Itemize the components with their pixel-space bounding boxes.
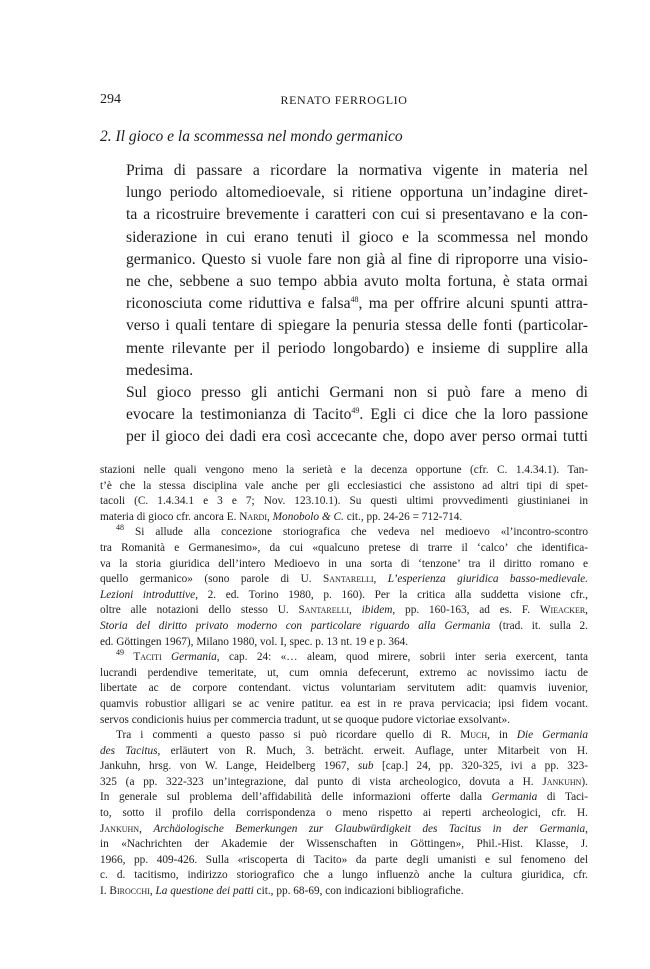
footnote-line: tra Romanità e Germanesimo», da cui «qualcuno pretese di trarre il ‘calco’ che identifica- bbox=[100, 541, 588, 554]
footnote-line: ed. Göttingen 1967), Milano 1980, vol. I, spec. p. 13 nt. 19 e p. 364. bbox=[100, 635, 409, 648]
work-title: Die Germania bbox=[516, 729, 588, 742]
footnote-line: lucrandi perdendive temeritate, ut, cum omnia defecerunt, extremo ac novissimo iactu de bbox=[100, 666, 588, 679]
page-number: 294 bbox=[100, 92, 121, 107]
text-segment: , ma per offrire alcuni spunti attra- bbox=[358, 295, 588, 313]
footnote-line bbox=[100, 525, 588, 541]
running-head: RENATO FERROGLIO bbox=[280, 93, 408, 107]
text-segment: Si allude alla concezione storiografica che vedeva nel medioevo «l’incontro-scontro bbox=[124, 526, 588, 539]
text-segment: , bbox=[373, 573, 388, 586]
text-line: mente rilevante per il periodo longobardo) e insieme di supplire alla bbox=[126, 339, 588, 357]
text-segment: , in bbox=[487, 729, 517, 742]
footnote-number: 48 bbox=[116, 523, 124, 533]
text-segment: , bbox=[585, 822, 588, 835]
footnotes bbox=[100, 463, 588, 900]
footnote-line: to, sotto il profilo della corrispondenza o meno rispetto ai reperti archeologici, cfr. H. bbox=[100, 807, 588, 820]
text-line: Prima di passare a ricordare la normativa vigente in materia nel bbox=[126, 162, 588, 179]
author-name: Jankuhn bbox=[542, 775, 582, 788]
text-segment: , pp. 160-163, ad es. F. bbox=[392, 604, 540, 617]
text-segment: , bbox=[149, 885, 156, 898]
text-line: lungo periodo altomedioevale, si ritiene opportuna un’indagine diret- bbox=[126, 184, 588, 202]
text-segment: materia di gioco cfr. ancora E. bbox=[100, 510, 240, 523]
work-title: Monobolo & C. bbox=[272, 510, 344, 523]
text-line: medesima. bbox=[126, 361, 194, 379]
text-segment: Tra i commenti a questo passo si può ricordare quello di R. bbox=[116, 729, 461, 742]
text-segment: , erläutert von R. Much, 3. beträcht. erweit. Auflage, unter Mitarbeit von H. bbox=[157, 744, 588, 757]
text-segment: I. bbox=[100, 885, 110, 898]
text-segment: ). bbox=[581, 775, 588, 788]
author-name: Santarelli bbox=[323, 573, 374, 586]
text-segment: In generale sul problema dell’affidabilità delle informazioni offerte dalla bbox=[100, 791, 492, 804]
text-segment: . Egli ci dice che la loro passione bbox=[359, 406, 588, 424]
footnote-line: servos condicionis huius per commercia tradunt, ut se quoque pudore victoriae exsolvant». bbox=[100, 713, 511, 726]
footnote-ref: 48 bbox=[350, 295, 359, 305]
text-segment bbox=[124, 651, 133, 663]
section-title: 2. Il gioco e la scommessa nel mondo germanico bbox=[100, 128, 403, 145]
text-line: Sul gioco presso gli antichi Germani non si può fare a meno di bbox=[126, 384, 588, 402]
text-segment: , bbox=[349, 604, 362, 617]
work-title: Archäologische Bemerkungen zur Glaubwürdigkeit des Tacitus in der Germania bbox=[153, 822, 586, 835]
paragraph bbox=[100, 160, 588, 382]
text-segment: , 2. ed. Torino 1980, p. 160). Per la critica alla suddetta visione cfr., bbox=[195, 588, 588, 601]
work-title: L’esperienza giuridica basso-medievale. bbox=[387, 573, 589, 586]
footnote-line: stazioni nelle quali vengono meno la serietà e la decenza opportune (cfr. C. 1.4.34.1). Tan- bbox=[100, 464, 588, 476]
footnote-ref: 49 bbox=[351, 406, 360, 416]
text-segment: (trad. it. sulla 2. bbox=[490, 619, 589, 632]
text-segment: [cap.] 24, pp. 320-325, ivi a pp. 323- bbox=[373, 760, 588, 773]
footnote-line bbox=[100, 619, 588, 635]
author-name: Much bbox=[460, 729, 488, 742]
author-name: Taciti bbox=[133, 651, 162, 664]
text-line: siderazione in cui erano tenuti il gioco e la scommessa nel mondo bbox=[126, 228, 588, 246]
author-name: Birocchi bbox=[109, 885, 150, 898]
text-line: verso i quali tentare di spiegare la penuria stessa delle fonti (particolar- bbox=[126, 317, 588, 335]
work-title: sub bbox=[357, 760, 374, 773]
text-segment: quello germanico» (sono parole di U. bbox=[100, 573, 323, 586]
work-title: Germania bbox=[170, 651, 217, 664]
footnote-line: c. d. tacitismo, indirizzo storiografico che a lungo influenzò anche la cultura giuridica, cfr. bbox=[100, 869, 588, 882]
work-title: ibidem bbox=[361, 604, 393, 617]
text-segment: , cap. 24: «… aleam, quod mirere, sobrii inter seria exercent, tanta bbox=[216, 651, 588, 664]
footnote-line bbox=[100, 884, 588, 900]
text-segment: cit., pp. 24-26 = 712-714. bbox=[343, 510, 463, 523]
text-line: ta a ricostruire brevemente i caratteri con cui si presentavano e la con- bbox=[126, 206, 588, 224]
author-name: Jankuhn bbox=[100, 822, 140, 835]
footnote-line: in «Nachrichten der Akademie der Wissenschaften in Göttingen», Phil.-Hist. Klasse, J. bbox=[100, 838, 588, 851]
text-segment: , bbox=[585, 604, 588, 617]
text-segment: di Taci- bbox=[537, 791, 588, 804]
paragraph bbox=[100, 382, 588, 449]
footnote-line: 1966, pp. 409-426. Sulla «riscoperta di Tacito» da parte degli umanisti e sul fenomeno del bbox=[100, 853, 588, 866]
text-line bbox=[100, 293, 588, 315]
text-segment: , bbox=[139, 822, 154, 835]
footnote-line bbox=[100, 790, 588, 806]
text-segment: Jankuhn, hrsg. von W. Lange, Heidelberg 1967, bbox=[100, 760, 358, 773]
author-name: Wieacker bbox=[539, 604, 586, 617]
footnote-line bbox=[100, 744, 588, 760]
footnote-line: t’è che la stessa disciplina vale anche per gli ecclesiastici che assistono ad altri tipi di spet- bbox=[100, 479, 588, 492]
page-header bbox=[100, 92, 588, 110]
work-title: Lezioni introduttive bbox=[100, 588, 196, 601]
work-title: Germania bbox=[491, 791, 538, 804]
text-segment: 325 (a pp. 322-323 un’integrazione, dal punto di vista archeologico, dovuta a H. bbox=[100, 775, 543, 788]
work-title: des Tacitus bbox=[100, 744, 158, 757]
author-name: Santarelli bbox=[298, 604, 350, 617]
footnote-line bbox=[100, 510, 588, 526]
footnote-number: 49 bbox=[116, 648, 124, 658]
footnote-line: quamvis robustior alligari se ac venire patitur. ea est in re prava pervicacia; ipsi fidem vocant. bbox=[100, 697, 588, 710]
work-title: La questione dei patti bbox=[155, 885, 254, 898]
footnote-line bbox=[100, 822, 588, 838]
text-segment: cit., pp. 68-69, con indicazioni bibliografiche. bbox=[253, 885, 464, 898]
text-line: per il gioco dei dadi era così accecante che, dopo aver perso ormai tutti bbox=[126, 428, 588, 446]
footnote-line bbox=[100, 572, 588, 588]
text-line: ne che, sebbene a suo tempo abbia avuto molta fortuna, è stata ormai bbox=[126, 273, 588, 291]
text-segment: riconosciuta come riduttiva e falsa bbox=[126, 295, 351, 313]
text-line bbox=[100, 404, 588, 426]
footnote-line bbox=[100, 588, 588, 604]
work-title: Storia del diritto privato moderno con particolare riguardo alla Germania bbox=[100, 619, 491, 632]
text-segment: oltre alle notazioni dello stesso U. bbox=[100, 604, 299, 617]
text-segment: , bbox=[266, 510, 273, 523]
footnote-line: va la storia giuridica dell’intero Medioevo in una sorta di ‘tenzone’ tra il diritto romano e bbox=[100, 557, 588, 570]
footnote-line bbox=[100, 728, 588, 744]
text-segment bbox=[162, 651, 171, 663]
footnote-line: tacoli (C. 1.4.34.1 e 3 e 7; Nov. 123.10.1). Su questi ultimi provvedimenti giustinianei in bbox=[100, 495, 588, 508]
footnote-line bbox=[100, 603, 588, 619]
author-name: Nardi bbox=[239, 510, 267, 523]
text-segment: evocare la testimonianza di Tacito bbox=[126, 406, 352, 424]
footnote-line bbox=[100, 759, 588, 775]
main-text bbox=[100, 160, 588, 449]
footnote-line: libertate ac de corpore contendant. victus voluntariam servitutem adit: quamvis iuvenior, bbox=[100, 682, 588, 695]
footnote-line bbox=[100, 775, 588, 791]
footnote-line bbox=[100, 650, 588, 666]
text-line: germanico. Questo si vuole fare non già al fine di riproporre una visio- bbox=[126, 250, 588, 268]
